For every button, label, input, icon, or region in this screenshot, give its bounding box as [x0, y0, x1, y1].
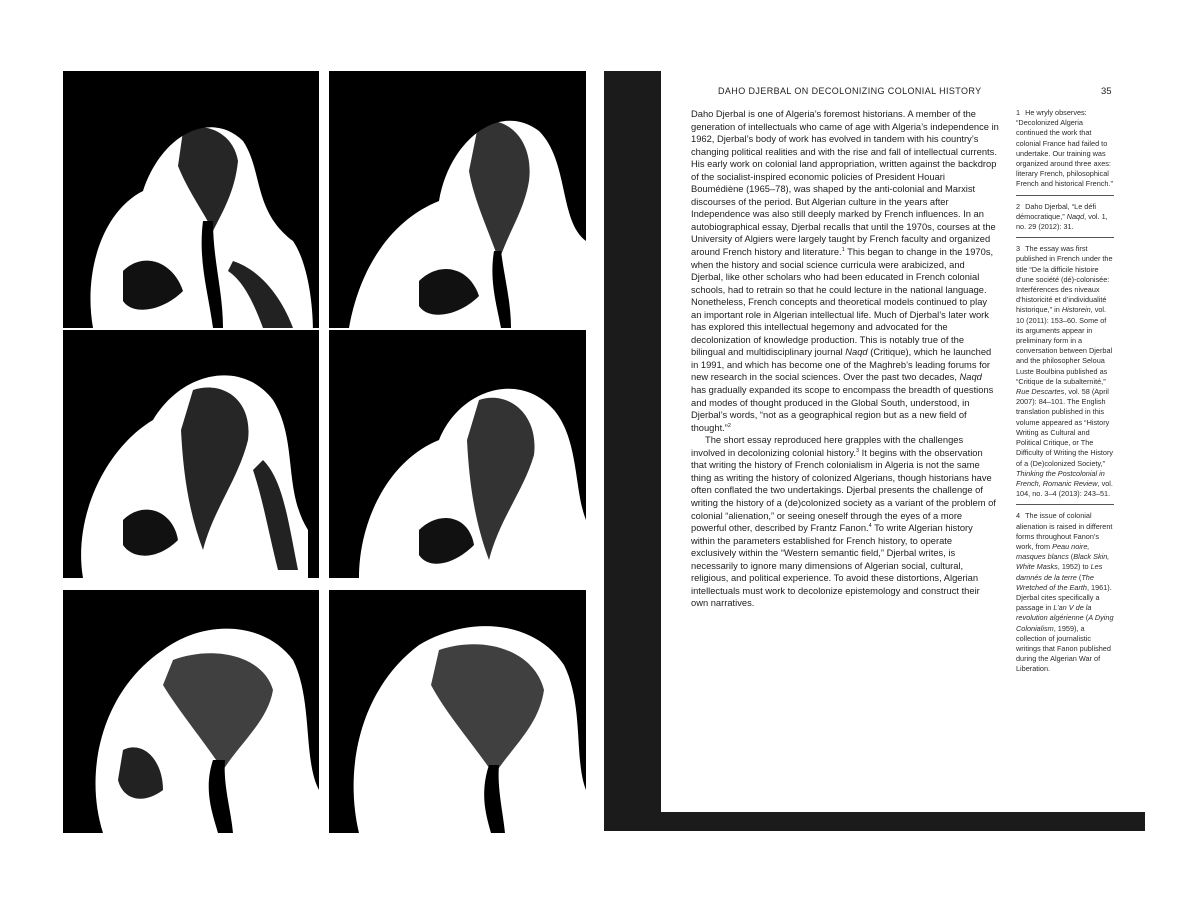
- footnote-ref-3[interactable]: 3: [856, 447, 860, 454]
- footnote-3: 3 The essay was first published in French under the title “De la difficile histoire d’une société (dé)-colonisée: Interférences des niveaux d’historicité et d’individualité historique,” in Historein, vol. 10 (2011): 153–60. Some of its arguments appear in preliminary form in a conversation between Djerbal and the philosopher Seloua Luste Boulbina published as “Critique de la subalternité,” Rue Descartes, vol. 58 (April 2007): 84–101. The English translation published in this volume appeared as “History Writing as Cultural and Political Critique, or The Difficulty of Writing the History of a (De)colonized Society,” Thinking the Postcolonial in French, Romanic Review, vol. 104, no. 3–4 (2013): 243–51.: [1016, 244, 1114, 505]
- ink-drawing-5: [63, 590, 319, 833]
- footnote-ref-1[interactable]: 1: [841, 246, 845, 253]
- footnote-ref-2[interactable]: 2: [727, 422, 731, 429]
- ink-drawing-6: [329, 590, 586, 833]
- ink-drawing-3: [63, 330, 319, 578]
- ink-drawing-2: [329, 71, 586, 328]
- main-text: [691, 108, 999, 610]
- footnote-ref-4[interactable]: 4: [868, 522, 872, 529]
- running-head: DAHO DJERBAL ON DECOLONIZING COLONIAL HISTORY: [718, 86, 982, 96]
- body-paragraph-2: The short essay reproduced here grapples with the challenges involved in decolonizing colonial history.$^3$ It begins with the observation that writing the history of French colonialism in Algeria is not the same thing as writing the history of colonized Algerians, though historians have often conflated the two undertakings. Djerbal presents the challenge of writing the history of a (de)colonized society as a variant of the problem of colonial “alienation,” or seeing oneself through the eyes of a more powerful other, described by Frantz Fanon.$^4$ To write Algerian history within the parameters established for French history, to operate exclusively within the “Western semantic field,” Djerbal writes, is necessarily to ignore many dimensions of Algerian social, cultural, religious, and political experience. To avoid these distortions, Algerian intellectuals must work to decolonize epistemology and construct their own narratives.: [691, 435, 996, 609]
- ink-drawing-4: [329, 330, 586, 578]
- ink-drawing-1: [63, 71, 319, 328]
- footnote-4: 4 The issue of colonial alienation is raised in different forms throughout Fanon’s work, from Peau noire, masques blancs (Black Skin, White Masks, 1952) to Les damnés de la terre (The Wretched of the Earth, 1961). Djerbal cites specifically a passage in L’an V de la revolution algérienne (A Dying Colonialism, 1959), a collection of journalistic writings that Fanon published during the Algerian War of Liberation.: [1016, 511, 1114, 674]
- page-bottom-shadow: [604, 812, 1145, 831]
- body-paragraph-1: Daho Djerbal is one of Algeria’s foremost historians. A member of the generation of intellectuals who came of age with Algeria’s independence in 1962, Djerbal’s body of work has evolved in tandem with his country’s changing political realities and with the rise and fall of intellectual currents. His early work on colonial land appropriation, written against the backdrop of the socialist-inspired economic policies of President Houari Boumédiène (1965–78), was shaped by the anti-colonial and Marxist discourses of the period. But Algerian culture in the years after Independence was also still deeply marked by French influences. In an autobiographical essay, Djerbal recalls that until the 1970s, courses at the University of Algiers were largely taught by French faculty and organized around French history and literature.$^1$ This began to change in the 1970s, when the history and social science curricula were arabicized, and Djerbal, like other scholars who had been educated in French colonial schools, had to retrain so that he could lecture in the national language. Nonetheless, French concepts and theoretical models continued to play an important role in Algerian intellectual life. Much of Djerbal’s later work has explored this intellectual hegemony and advocated for the decolonization of knowledge production. This is notably true of the bilingual and multidisciplinary journal Naqd (Critique), which he launched in 1991, and which has become one of the Maghreb’s leading forums for new research in the social sciences. Over the past two decades, Naqd has gradually expanded its scope to encompass the breadth of questions and modes of thought produced in the Global South, understood, in Djerbal’s words, “not as a geographical region but as a new field of thought.”$^2$: [691, 109, 999, 433]
- footnote-1: 1 He wryly observes: “Decolonized Algeria continued the work that colonial France had failed to undertake. Our training was organized around three axes: literary French, philosophical French and historical French.”: [1016, 108, 1114, 196]
- left-page: [63, 71, 587, 833]
- footnotes-column: [1016, 108, 1114, 686]
- page-number: 35: [1101, 86, 1112, 97]
- page-shadow: [604, 71, 662, 831]
- footnote-2: 2 Daho Djerbal, “Le défi démocratique,” Naqd, vol. 1, no. 29 (2012): 31.: [1016, 202, 1114, 239]
